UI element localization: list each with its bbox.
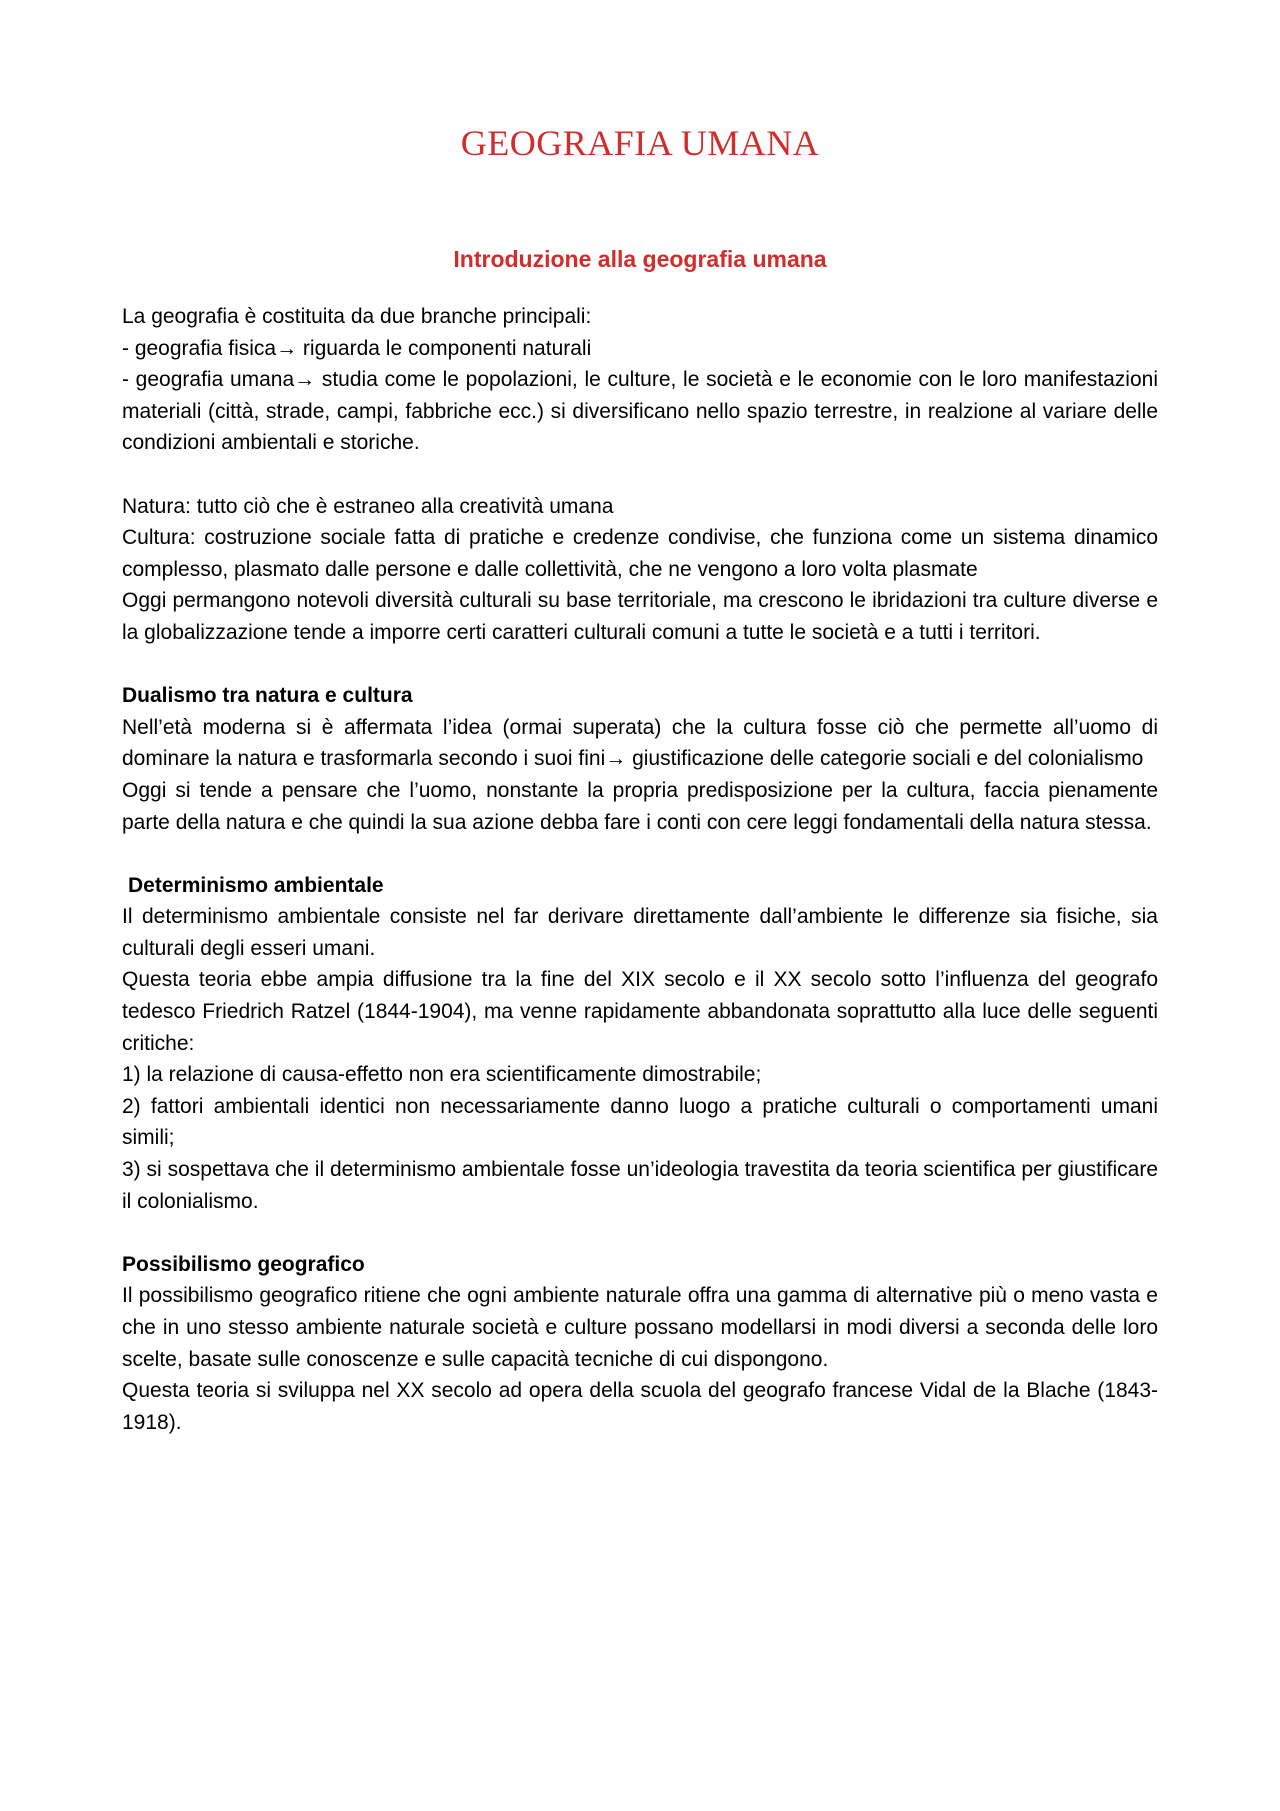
critique-item-2: 2) fattori ambientali identici non necessariamente danno luogo a pratiche culturali o comportamenti umani simili;: [122, 1094, 1158, 1150]
document-title: GEOGRAFIA UMANA: [460, 123, 820, 163]
document-subtitle: Introduzione alla geografia umana: [453, 246, 827, 272]
determinismo-paragraph-2: Questa teoria ebbe ampia diffusione tra la fine del XIX secolo e il XX secolo sotto l’influenza del geografo tedesco Friedrich Ratzel (1844-1904), ma venne rapidamente abbandonata soprattutto alla luce delle seguenti critiche:: [122, 968, 1158, 1055]
definition-cultura: Cultura: costruzione sociale fatta di pratiche e credenze condivise, che funziona come un sistema dinamico complesso, plasmato dalle persone e dalle collettività, che ne vengono a loro volta plasmate: [122, 526, 1158, 581]
dualismo-paragraph-2: Oggi si tende a pensare che l’uomo, nonstante la propria predisposizione per la cultura, faccia pienamente parte della natura e che quindi la sua azione debba fare i conti con cere leggi fondamentali della natura stessa.: [122, 778, 1158, 834]
dualismo-paragraph-1: Nell’età moderna si è affermata l’idea (ormai superata) che la cultura fosse ciò che permette all’uomo di dominare la natura e trasformarla secondo i suoi fini→ giustificazione delle categorie sociali e del colonialismo: [122, 715, 1158, 771]
possibilismo-paragraph-1: Il possibilismo geografico ritiene che ogni ambiente naturale offra una gamma di alternative più o meno vasta e che in uno stesso ambiente naturale società e culture possano modellarsi in modi diversi a seconda delle loro scelte, basate sulle conoscenze e sulle capacità tecniche di cui dispongono.: [122, 1284, 1158, 1371]
document-body: [122, 244, 1158, 1470]
intro-lead: La geografia è costituita da due branche principali:: [122, 305, 592, 328]
critique-item-3: 3) si sospettava che il determinismo ambientale fosse un’ideologia travestita da teoria scientifica per giustificare il colonialismo.: [122, 1158, 1158, 1213]
intro-item-human: - geografia umana→ studia come le popolazioni, le culture, le società e le economie con le loro manifestazioni materiali (città, strade, campi, fabbriche ecc.) si diversificano nello spazio terrestre, in realzione al variare delle condizioni ambientali e storiche.: [122, 368, 1158, 455]
heading-possibilismo: Possibilismo geografico: [122, 1252, 365, 1276]
section-nature-culture: [122, 491, 1158, 649]
section-determinismo: [122, 870, 1158, 1218]
definition-natura: Natura: tutto ciò che è estraneo alla creatività umana: [122, 494, 614, 518]
possibilismo-paragraph-2: Questa teoria si sviluppa nel XX secolo ad opera della scuola del geografo francese Vidal de la Blache (1843-1918).: [122, 1379, 1158, 1434]
determinismo-paragraph-1: Il determinismo ambientale consiste nel far derivare direttamente dall’ambiente le differenze sia fisiche, sia culturali degli esseri umani.: [122, 905, 1158, 960]
heading-determinismo: Determinismo ambientale: [128, 873, 384, 897]
intro-item-physical: - geografia fisica→ riguarda le componenti naturali: [122, 336, 592, 360]
section-possibilismo: [122, 1249, 1158, 1439]
critique-item-1: 1) la relazione di causa-effetto non era scientificamente dimostrabile;: [122, 1063, 762, 1087]
section-intro: [122, 301, 1158, 459]
paragraph-oggi: Oggi permangono notevoli diversità culturali su base territoriale, ma crescono le ibridazioni tra culture diverse e la globalizzazione tende a imporre certi caratteri culturali comuni a tutte le società e a tutti i territori.: [122, 589, 1158, 644]
heading-dualismo: Dualismo tra natura e cultura: [122, 684, 413, 708]
section-dualismo: [122, 680, 1158, 838]
